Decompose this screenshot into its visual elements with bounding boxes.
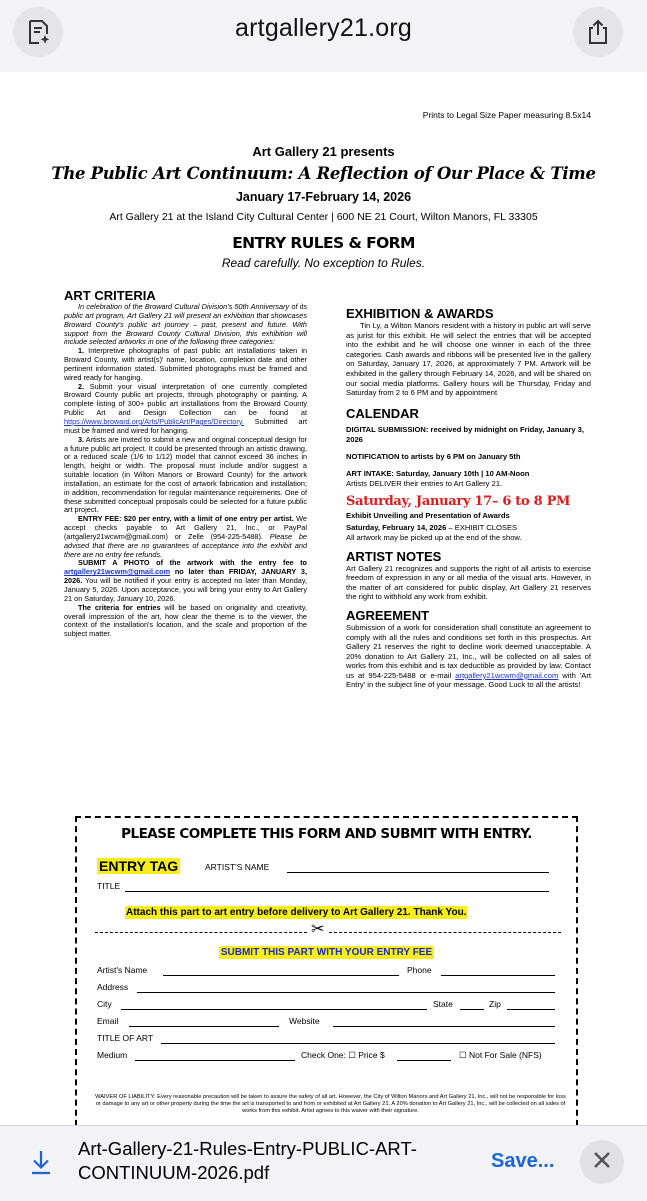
title-of-art-label: TITLE OF ART (97, 1033, 154, 1043)
right-column (346, 306, 591, 690)
agreement-email-link[interactable]: artgallery21wcwm@gmail.com (455, 670, 559, 680)
city-field[interactable] (121, 1009, 427, 1010)
criteria-item-2: 2. Submit your visual interpretation of one currently completed Broward County public art projects, through photography or painting. A complete listing of 300+ public art installations from the Broward County Public Art and Design Collection can be found at https://www.broward.org/Arts/PublicArt/Pages/Directory. Submitted art must be framed and wired for hanging. (64, 381, 307, 435)
rules-title: ENTRY RULES & FORM (232, 234, 415, 252)
artist-notes-text: Art Gallery 21 recognizes and supports the right of all artists to exercise freedom of expression in any or all media of the visual arts. However, in the matter of art considered for public display, Art Gallery 21 reserves the right to withhold any work from exhibit. (346, 563, 591, 602)
form-title: PLEASE COMPLETE THIS FORM AND SUBMIT WITH ENTRY. (121, 826, 532, 842)
url-field[interactable]: artgallery21.org (235, 14, 412, 42)
close-icon (593, 1151, 611, 1174)
share-icon (585, 18, 611, 46)
phone-label: Phone (407, 965, 432, 975)
print-note: Prints to Legal Size Paper measuring 8.5x14 (422, 110, 591, 120)
website-field[interactable] (333, 1026, 555, 1027)
price-field[interactable] (397, 1060, 451, 1061)
price-option[interactable]: Check One: ☐ Price $ (301, 1050, 385, 1060)
city-label: City (97, 999, 112, 1009)
venue-line: Art Gallery 21 at the Island City Cultural Center | 600 NE 21 Court, Wilton Manors, FL 33305 (109, 211, 538, 223)
exhibition-text: Tin Ly, a Wilton Manors resident with a history in public art will serve as jurist for this exhibit. He will select the entries that will be accepted into the exhibit and he will choose one winner in each of the three categories. Cash awards and ribbons will be presented live in the gallery on Saturday, January 17, 2026, at approximately 7 PM. Artwork will be exhibited in the gallery through February 14, 2026, and will be shared on our social media platforms. Gallery hours will be Thursday, Friday and Saturday from 2 to 6 PM and by appointment (346, 321, 591, 398)
attach-note: Attach this part to art entry before delivery to Art Gallery 21. Thank You. (126, 907, 467, 918)
waiver-text: WAIVER OF LIABILITY: Every reasonable precaution will be taken to assure the safety of all art. However, the City of Wilton Manors and Art Gallery 21, Inc., will not be responsible for loss or damage to any art or other property during the time the art is transported to and from or exhibited at Art Gallery 21. A 20% donation to Art Gallery 21, Inc., will be collected on all sales of works from this exhibit. Artist agrees to this waiver with their signature. (95, 1094, 566, 1115)
calendar-digital: DIGITAL SUBMISSION: received by midnight on Friday, January 3, 2026 (346, 424, 584, 444)
calendar-intake: ART INTAKE: Saturday, January 10th | 10 AM-Noon (346, 468, 530, 478)
download-arrow-icon (28, 1148, 54, 1181)
criteria-item-3: 3. Artists are invited to submit a new and original conceptual design for a future public art project. It could be presented through an artistic drawing, or a reduced scale (1/6 to 1/12) model that cannot exceed 36 inches in length, height or width. The proposal must include and/or suggest a suitable location (in Wilton Manors or Broward County) for the artwork installation, an estimate for the cost of artwork fabrication and installation; in addition, recommendation for regular maintenance requirements. One of these submitted conceptual proposals could be selected for a future public art project. (64, 434, 307, 515)
artists-name-label: Artist's Name (97, 965, 148, 975)
pdf-document[interactable] (0, 72, 647, 1125)
agreement-heading: AGREEMENT (346, 607, 430, 623)
directory-link[interactable]: https://www.broward.org/Arts/PublicArt/Pages/Directory. (64, 416, 244, 426)
email-field[interactable] (129, 1026, 279, 1027)
state-field[interactable] (460, 1009, 484, 1010)
calendar-close: Saturday, February 14, 2026 – EXHIBIT CLOSES (346, 523, 518, 533)
unveil-text: Exhibit Unveiling and Presentation of Awards (346, 511, 510, 521)
criteria-intro: In celebration of the Broward Cultural Division's 50th Anniversary of its public art program, Art Gallery 21 will present an exhibition that showcases Broward County's public art journey – past, present and future. With support from the Broward County Cultural Division, this exhibition will include selected artworks in one of the following three categories: (64, 302, 307, 347)
save-button[interactable]: Save... (491, 1150, 555, 1172)
submit-photo-paragraph: SUBMIT A PHOTO of the artwork with the entry fee to artgallery21wcwm@gmail.com no later than FRIDAY, JANUARY 3, 2026. You will be notified if your entry is accepted no later than Monday, January 5, 2026. Upon acceptance, you will bring your entry to Art Gallery 21 on Saturday, January 10, 2026. (64, 558, 307, 603)
art-criteria-heading: ART CRITERIA (64, 288, 156, 303)
state-label: State (433, 999, 453, 1009)
unveil-date: Saturday, January 17– 6 to 8 PM (346, 494, 571, 510)
email-link[interactable]: artgallery21wcwm@gmail.com (64, 567, 171, 577)
document-sparkle-icon (24, 18, 52, 46)
address-field[interactable] (137, 992, 555, 993)
close-download-button[interactable] (580, 1140, 624, 1184)
artists-name-field[interactable] (163, 975, 399, 976)
medium-label: Medium (97, 1050, 128, 1060)
criteria-item-1: 1. Interpretive photographs of past public art installations taken in Broward County, with artist(s)' name, location, completion date and other pertinent information stated. Submitted photographs must be framed and wired ready for hanging. (64, 346, 307, 382)
exhibit-title: The Public Art Continuum: A Reflection of Our Place & Time (51, 164, 596, 183)
title-of-art-field[interactable] (161, 1043, 555, 1044)
calendar-notification: NOTIFICATION to artists by 6 PM on January 5th (346, 451, 521, 461)
exhibit-dates: January 17-February 14, 2026 (235, 190, 412, 204)
entry-tag-label: ENTRY TAG (99, 858, 179, 874)
art-criteria-section (64, 288, 307, 639)
zip-field[interactable] (507, 1009, 555, 1010)
artist-name-label: ARTIST'S NAME (205, 862, 270, 872)
address-label: Address (97, 982, 129, 992)
calendar-heading: CALENDAR (346, 405, 419, 421)
entry-fee-paragraph: ENTRY FEE: $20 per entry, with a limit of one entry per artist. We accept checks payable to Art Gallery 21, Inc., or PayPal (artgallery21wcwm@gmail.com) or Zelle (954-225-5488). Please be advised that there are no guarantees of acceptance into the exhibit and there are no entry fee refunds. (64, 514, 307, 559)
title-label: TITLE (97, 881, 121, 891)
zip-label: Zip (489, 999, 501, 1009)
browser-top-bar (0, 0, 647, 70)
judging-paragraph: The criteria for entries will be based on originality and creativity, overall impression of the art, how clear the theme is to the viewer, the context of the installation's location, and the scale and proportion of the subject matter. (64, 602, 307, 639)
download-filename: Art-Gallery-21-Rules-Entry-PUBLIC-ART-CONTINUUM-2026.pdf (78, 1138, 417, 1183)
website-label: Website (289, 1016, 320, 1026)
presents-line: Art Gallery 21 presents (252, 144, 395, 159)
phone-field[interactable] (441, 975, 555, 976)
entry-form (75, 816, 578, 1125)
page-menu-button[interactable] (13, 7, 63, 57)
title-field[interactable] (125, 891, 549, 892)
submit-part-label: SUBMIT THIS PART WITH YOUR ENTRY FEE (220, 947, 433, 958)
not-for-sale-option[interactable]: ☐ Not For Sale (NFS) (459, 1050, 542, 1060)
exhibition-heading: EXHIBITION & AWARDS (346, 306, 494, 321)
share-button[interactable] (573, 7, 623, 57)
download-bar (0, 1125, 647, 1201)
email-label: Email (97, 1016, 119, 1026)
medium-field[interactable] (135, 1060, 295, 1061)
rules-subtitle: Read carefully. No exception to Rules. (221, 256, 426, 270)
calendar-intake-text: Artists DELIVER their entries to Art Gallery 21. (346, 478, 503, 488)
scissors-icon: ✂ (307, 921, 328, 939)
calendar-pickup: All artwork may be picked up at the end of the show. (346, 532, 522, 542)
agreement-text: Submission of a work for consideration shall constitute an agreement to comply with all the rules and conditions set forth in this prospectus. Art Gallery 21 reserves the right to decline work deemed unacceptable. A 20% donation to Art Gallery 21, Inc., will be collected on all sales of works from this exhibit and is tax deductible as provided by law. Contact us at 954-225-5488 or e-mail artgallery21wcwm@gmail.com with 'Art Entry' in the subject line of your message. Good Luck to all the artists! (346, 622, 591, 690)
artist-notes-heading: ARTIST NOTES (346, 548, 442, 564)
artist-name-field[interactable] (287, 872, 549, 873)
